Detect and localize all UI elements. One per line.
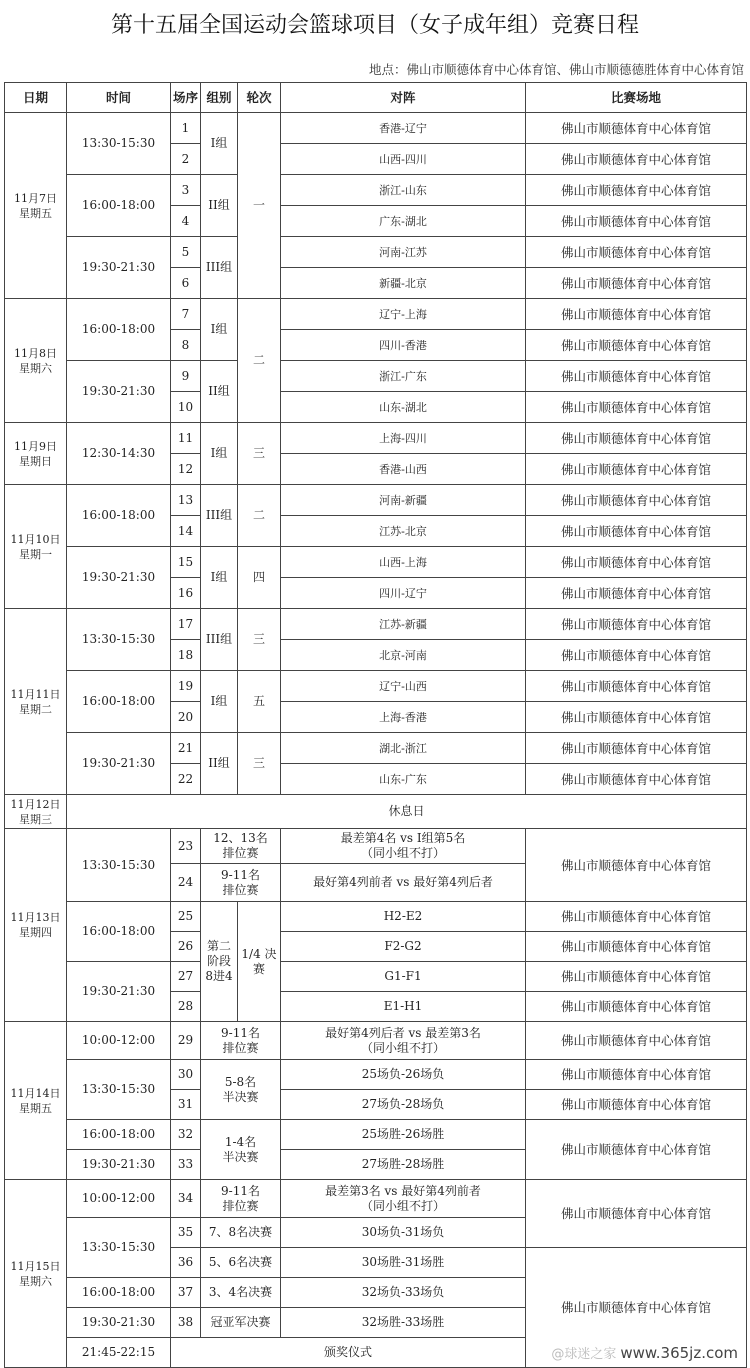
matchup-cell: 香港-辽宁 xyxy=(281,113,526,144)
group-cell: I组 xyxy=(201,423,238,485)
game-no: 16 xyxy=(171,578,201,609)
game-no: 25 xyxy=(171,902,201,932)
venue-cell: 佛山市顺德体育中心体育馆 xyxy=(526,702,747,733)
table-row xyxy=(5,361,747,392)
group-cell: I组 xyxy=(201,113,238,175)
group-cell: I组 xyxy=(201,671,238,733)
matchup-cell: 江苏-北京 xyxy=(281,516,526,547)
table-row xyxy=(5,671,747,702)
matchup-cell: 广东-湖北 xyxy=(281,206,526,237)
ranking-cell: 7、8名决赛 xyxy=(201,1218,281,1248)
matchup-cell: 最差第4名 vs I组第5名 （同小组不打） xyxy=(281,829,526,864)
venue-cell: 佛山市顺德体育中心体育馆 xyxy=(526,829,747,902)
date-cell: 11月15日 星期六 xyxy=(5,1180,67,1368)
matchup-cell: 浙江-广东 xyxy=(281,361,526,392)
matchup-cell: 辽宁-山西 xyxy=(281,671,526,702)
group-cell: I组 xyxy=(201,299,238,361)
game-no: 38 xyxy=(171,1308,201,1338)
header-group: 组别 xyxy=(201,83,238,113)
game-no: 37 xyxy=(171,1278,201,1308)
time-cell: 16:00-18:00 xyxy=(67,1278,171,1308)
venue-cell: 佛山市顺德体育中心体育馆 xyxy=(526,423,747,454)
matchup-cell: 最差第3名 vs 最好第4列前者 （同小组不打） xyxy=(281,1180,526,1218)
quarterfinal-cell: 1/4 决 赛 xyxy=(238,902,281,1022)
rest-day-cell: 休息日 xyxy=(67,795,747,829)
game-no: 7 xyxy=(171,299,201,330)
round-cell: 一 xyxy=(238,113,281,299)
game-no: 23 xyxy=(171,829,201,864)
matchup-cell: 30场负-31场负 xyxy=(281,1218,526,1248)
game-no: 33 xyxy=(171,1150,201,1180)
ranking-cell: 12、13名 排位赛 xyxy=(201,829,281,864)
stage-cell: 第二 阶段 8进4 xyxy=(201,902,238,1022)
header-venue: 比赛场地 xyxy=(526,83,747,113)
time-cell: 10:00-12:00 xyxy=(67,1180,171,1218)
header-row xyxy=(5,83,747,113)
game-no: 24 xyxy=(171,864,201,902)
matchup-cell: 河南-新疆 xyxy=(281,485,526,516)
schedule-table xyxy=(4,82,747,1368)
venue-cell: 佛山市顺德体育中心体育馆 xyxy=(526,392,747,423)
game-no: 15 xyxy=(171,547,201,578)
page-title: 第十五届全国运动会篮球项目（女子成年组）竞赛日程 xyxy=(110,13,639,38)
group-cell: II组 xyxy=(201,175,238,237)
header-game-no: 场序 xyxy=(171,83,201,113)
game-no: 20 xyxy=(171,702,201,733)
venue-cell: 佛山市顺德体育中心体育馆 xyxy=(526,1180,747,1248)
table-row xyxy=(5,609,747,640)
table-row xyxy=(5,299,747,330)
date-cell: 11月8日 星期六 xyxy=(5,299,67,423)
time-cell: 19:30-21:30 xyxy=(67,1308,171,1338)
table-row xyxy=(5,1060,747,1090)
venue-cell: 佛山市顺德体育中心体育馆 xyxy=(526,902,747,932)
game-no: 19 xyxy=(171,671,201,702)
header-time: 时间 xyxy=(67,83,171,113)
group-cell: III组 xyxy=(201,485,238,547)
table-row xyxy=(5,423,747,454)
venue-line: 地点：佛山市顺德体育中心体育馆、佛山市顺德德胜体育中心体育馆 xyxy=(368,62,744,77)
time-cell: 10:00-12:00 xyxy=(67,1022,171,1060)
matchup-cell: 30场胜-31场胜 xyxy=(281,1248,526,1278)
time-cell: 13:30-15:30 xyxy=(67,609,171,671)
game-no: 12 xyxy=(171,454,201,485)
venue-cell: 佛山市顺德体育中心体育馆 xyxy=(526,299,747,330)
venue-cell: 佛山市顺德体育中心体育馆 xyxy=(526,206,747,237)
venue-cell: 佛山市顺德体育中心体育馆 xyxy=(526,640,747,671)
table-row xyxy=(5,733,747,764)
game-no: 36 xyxy=(171,1248,201,1278)
time-cell: 16:00-18:00 xyxy=(67,671,171,733)
group-cell: II组 xyxy=(201,733,238,795)
game-no: 5 xyxy=(171,237,201,268)
matchup-cell: 32场胜-33场胜 xyxy=(281,1308,526,1338)
matchup-cell: 25场负-26场负 xyxy=(281,1060,526,1090)
game-no: 14 xyxy=(171,516,201,547)
game-no: 18 xyxy=(171,640,201,671)
venue-cell: 佛山市顺德体育中心体育馆 xyxy=(526,1090,747,1120)
date-cell: 11月13日 星期四 xyxy=(5,829,67,1022)
matchup-cell: 湖北-浙江 xyxy=(281,733,526,764)
round-cell: 三 xyxy=(238,733,281,795)
game-no: 8 xyxy=(171,330,201,361)
matchup-cell: 上海-四川 xyxy=(281,423,526,454)
game-no: 29 xyxy=(171,1022,201,1060)
round-cell: 四 xyxy=(238,547,281,609)
matchup-cell: 27场负-28场负 xyxy=(281,1090,526,1120)
ranking-cell: 9-11名 排位赛 xyxy=(201,1180,281,1218)
table-row xyxy=(5,485,747,516)
game-no: 35 xyxy=(171,1218,201,1248)
watermark-site: www.365jz.com xyxy=(620,1344,738,1362)
matchup-cell: 山西-四川 xyxy=(281,144,526,175)
group-cell: I组 xyxy=(201,547,238,609)
game-no: 11 xyxy=(171,423,201,454)
venue-cell: 佛山市顺德体育中心体育馆 xyxy=(526,733,747,764)
venue-cell: 佛山市顺德体育中心体育馆 xyxy=(526,454,747,485)
table-row xyxy=(5,237,747,268)
venue-cell: 佛山市顺德体育中心体育馆 xyxy=(526,578,747,609)
ranking-cell: 9-11名 排位赛 xyxy=(201,864,281,902)
game-no: 10 xyxy=(171,392,201,423)
venue-cell: 佛山市顺德体育中心体育馆 xyxy=(526,992,747,1022)
matchup-cell: 香港-山西 xyxy=(281,454,526,485)
ranking-cell: 冠亚军决赛 xyxy=(201,1308,281,1338)
game-no: 6 xyxy=(171,268,201,299)
matchup-cell: 上海-香港 xyxy=(281,702,526,733)
matchup-cell: 辽宁-上海 xyxy=(281,299,526,330)
matchup-cell: 浙江-山东 xyxy=(281,175,526,206)
table-row xyxy=(5,1180,747,1218)
ranking-cell: 3、4名决赛 xyxy=(201,1278,281,1308)
venue-cell: 佛山市顺德体育中心体育馆 xyxy=(526,932,747,962)
ranking-cell: 1-4名 半决赛 xyxy=(201,1120,281,1180)
game-no: 21 xyxy=(171,733,201,764)
ranking-cell: 5-8名 半决赛 xyxy=(201,1060,281,1120)
table-row xyxy=(5,795,747,829)
header-round: 轮次 xyxy=(238,83,281,113)
venue-cell: 佛山市顺德体育中心体育馆 xyxy=(526,361,747,392)
table-row xyxy=(5,547,747,578)
venue-cell: 佛山市顺德体育中心体育馆 xyxy=(526,1248,747,1368)
matchup-cell: H2-E2 xyxy=(281,902,526,932)
game-no: 2 xyxy=(171,144,201,175)
table-row xyxy=(5,829,747,864)
venue-cell: 佛山市顺德体育中心体育馆 xyxy=(526,113,747,144)
venue-cell: 佛山市顺德体育中心体育馆 xyxy=(526,144,747,175)
matchup-cell: 北京-河南 xyxy=(281,640,526,671)
venue-cell: 佛山市顺德体育中心体育馆 xyxy=(526,609,747,640)
time-cell: 13:30-15:30 xyxy=(67,1060,171,1120)
matchup-cell: 27场胜-28场胜 xyxy=(281,1150,526,1180)
table-row xyxy=(5,113,747,144)
matchup-cell: 最好第4列前者 vs 最好第4列后者 xyxy=(281,864,526,902)
table-row xyxy=(5,902,747,932)
matchup-cell: 最好第4列后者 vs 最差第3名 （同小组不打） xyxy=(281,1022,526,1060)
time-cell: 13:30-15:30 xyxy=(67,113,171,175)
date-cell: 11月7日 星期五 xyxy=(5,113,67,299)
venue-cell: 佛山市顺德体育中心体育馆 xyxy=(526,671,747,702)
game-no: 34 xyxy=(171,1180,201,1218)
time-cell: 12:30-14:30 xyxy=(67,423,171,485)
time-cell: 16:00-18:00 xyxy=(67,175,171,237)
round-cell: 二 xyxy=(238,299,281,423)
game-no: 4 xyxy=(171,206,201,237)
venue-cell: 佛山市顺德体育中心体育馆 xyxy=(526,237,747,268)
date-cell: 11月12日 星期三 xyxy=(5,795,67,829)
matchup-cell: 四川-香港 xyxy=(281,330,526,361)
game-no: 32 xyxy=(171,1120,201,1150)
time-cell: 16:00-18:00 xyxy=(67,485,171,547)
venue-cell: 佛山市顺德体育中心体育馆 xyxy=(526,1022,747,1060)
game-no: 3 xyxy=(171,175,201,206)
matchup-cell: G1-F1 xyxy=(281,962,526,992)
round-cell: 三 xyxy=(238,609,281,671)
ranking-cell: 9-11名 排位赛 xyxy=(201,1022,281,1060)
table-row xyxy=(5,1022,747,1060)
matchup-cell: F2-G2 xyxy=(281,932,526,962)
game-no: 1 xyxy=(171,113,201,144)
game-no: 30 xyxy=(171,1060,201,1090)
header-matchup: 对阵 xyxy=(281,83,526,113)
time-cell: 19:30-21:30 xyxy=(67,237,171,299)
table-row xyxy=(5,175,747,206)
venue-cell: 佛山市顺德体育中心体育馆 xyxy=(526,516,747,547)
time-cell: 21:45-22:15 xyxy=(67,1338,171,1368)
ranking-cell: 5、6名决赛 xyxy=(201,1248,281,1278)
watermark-handle: @球迷之家 xyxy=(551,1347,617,1362)
venue-cell: 佛山市顺德体育中心体育馆 xyxy=(526,175,747,206)
game-no: 9 xyxy=(171,361,201,392)
matchup-cell: 河南-江苏 xyxy=(281,237,526,268)
game-no: 26 xyxy=(171,932,201,962)
date-cell: 11月9日 星期日 xyxy=(5,423,67,485)
venue-cell: 佛山市顺德体育中心体育馆 xyxy=(526,330,747,361)
venue-cell: 佛山市顺德体育中心体育馆 xyxy=(526,547,747,578)
matchup-cell: 32场负-33场负 xyxy=(281,1278,526,1308)
date-cell: 11月10日 星期一 xyxy=(5,485,67,609)
date-cell: 11月11日 星期二 xyxy=(5,609,67,795)
game-no: 28 xyxy=(171,992,201,1022)
matchup-cell: 四川-辽宁 xyxy=(281,578,526,609)
matchup-cell: 江苏-新疆 xyxy=(281,609,526,640)
matchup-cell: 山东-广东 xyxy=(281,764,526,795)
matchup-cell: 山东-湖北 xyxy=(281,392,526,423)
game-no: 17 xyxy=(171,609,201,640)
round-cell: 三 xyxy=(238,423,281,485)
table-row xyxy=(5,1120,747,1150)
time-cell: 16:00-18:00 xyxy=(67,299,171,361)
time-cell: 19:30-21:30 xyxy=(67,361,171,423)
time-cell: 19:30-21:30 xyxy=(67,1150,171,1180)
round-cell: 二 xyxy=(238,485,281,547)
time-cell: 13:30-15:30 xyxy=(67,1218,171,1278)
venue-cell: 佛山市顺德体育中心体育馆 xyxy=(526,1120,747,1180)
round-cell: 五 xyxy=(238,671,281,733)
venue-cell: 佛山市顺德体育中心体育馆 xyxy=(526,962,747,992)
table-row xyxy=(5,962,747,992)
matchup-cell: 新疆-北京 xyxy=(281,268,526,299)
date-cell: 11月14日 星期五 xyxy=(5,1022,67,1180)
group-cell: III组 xyxy=(201,237,238,299)
matchup-cell: 25场胜-26场胜 xyxy=(281,1120,526,1150)
matchup-cell: 山西-上海 xyxy=(281,547,526,578)
time-cell: 19:30-21:30 xyxy=(67,962,171,1022)
venue-cell: 佛山市顺德体育中心体育馆 xyxy=(526,268,747,299)
game-no: 27 xyxy=(171,962,201,992)
time-cell: 13:30-15:30 xyxy=(67,829,171,902)
ceremony-cell: 颁奖仪式 xyxy=(171,1338,526,1368)
time-cell: 19:30-21:30 xyxy=(67,547,171,609)
venue-cell: 佛山市顺德体育中心体育馆 xyxy=(526,485,747,516)
group-cell: II组 xyxy=(201,361,238,423)
group-cell: III组 xyxy=(201,609,238,671)
time-cell: 16:00-18:00 xyxy=(67,1120,171,1150)
header-date: 日期 xyxy=(5,83,67,113)
game-no: 22 xyxy=(171,764,201,795)
game-no: 31 xyxy=(171,1090,201,1120)
matchup-cell: E1-H1 xyxy=(281,992,526,1022)
venue-cell: 佛山市顺德体育中心体育馆 xyxy=(526,764,747,795)
watermark xyxy=(551,1343,742,1362)
time-cell: 19:30-21:30 xyxy=(67,733,171,795)
venue-cell: 佛山市顺德体育中心体育馆 xyxy=(526,1060,747,1090)
game-no: 13 xyxy=(171,485,201,516)
time-cell: 16:00-18:00 xyxy=(67,902,171,962)
